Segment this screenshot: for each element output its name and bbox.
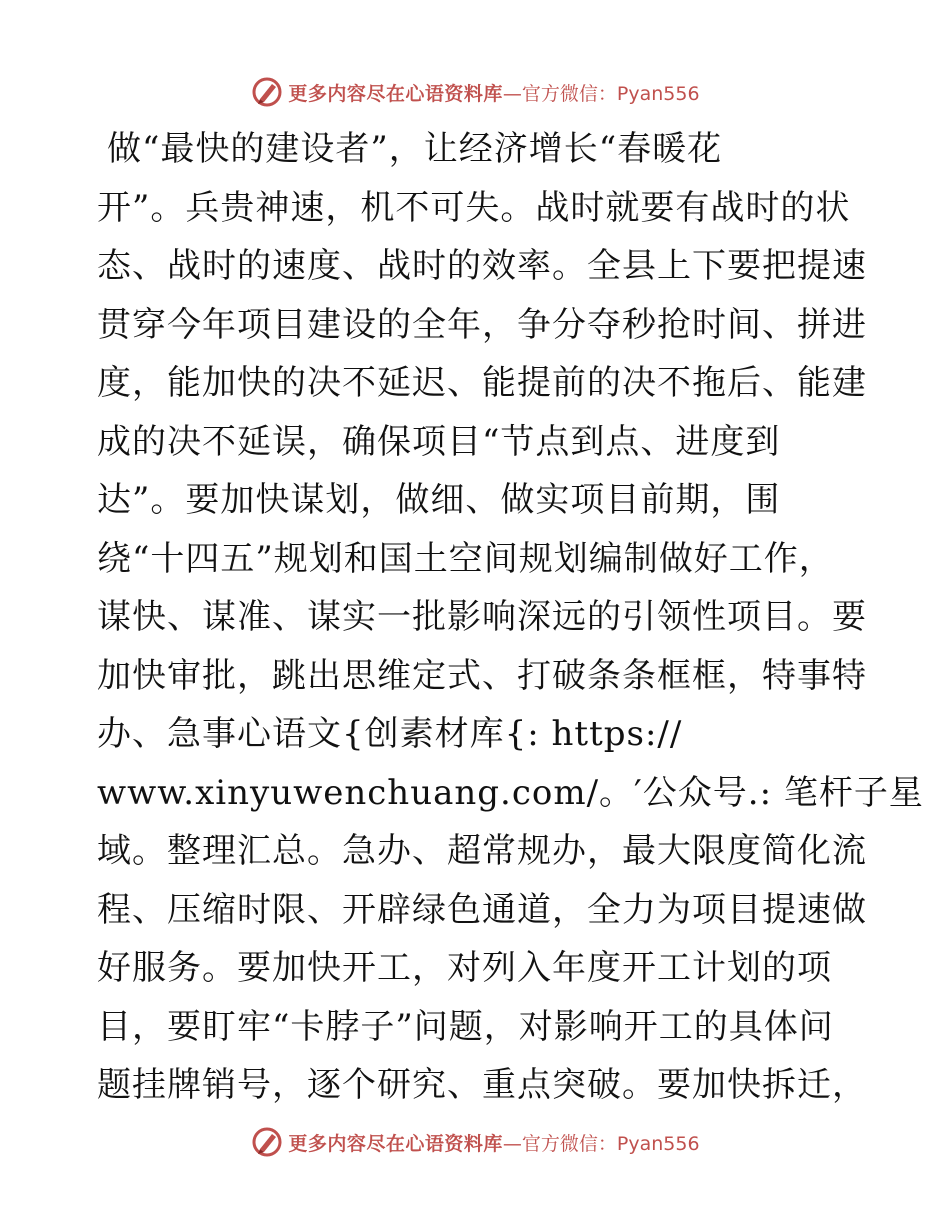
document-body: [97, 120, 924, 1115]
footer-banner: [0, 1122, 950, 1162]
body-line: 办、急事心语文{创素材库{: https://: [97, 714, 683, 754]
body-line: 度，能加快的决不延迟、能提前的决不拖后、能建: [97, 363, 867, 403]
body-line: 域。整理汇总。急办、超常规办，最大限度简化流: [97, 831, 867, 871]
pen-logo-icon: [250, 1125, 284, 1159]
body-line: www.xinyuwenchuang.com/。′公众号.: 笔杆子星: [97, 772, 924, 813]
header-contact-text: —官方微信：Pyan556: [502, 82, 700, 105]
pen-logo-icon: [250, 75, 284, 109]
body-line: 好服务。要加快开工，对列入年度开工计划的项: [97, 948, 832, 988]
body-line: 绕“十四五”规划和国土空间规划编制做好工作，: [97, 538, 834, 579]
body-line: 目，要盯牢“卡脖子”问题，对影响开工的具体问: [97, 1006, 834, 1047]
header-brand-text: 更多内容尽在心语资料库: [288, 82, 503, 105]
body-line: 态、战时的速度、战时的效率。全县上下要把提速: [97, 246, 867, 286]
body-line: 贯穿今年项目建设的全年，争分夺秒抢时间、拼进: [97, 304, 867, 345]
body-line: 成的决不延误，确保项目“节点到点、进度到: [97, 421, 781, 462]
body-line: 达”。要加快谋划，做细、做实项目前期，围: [97, 480, 781, 520]
body-line: 谋快、谋准、谋实一批影响深远的引领性项目。要: [97, 597, 867, 637]
body-line: 开”。兵贵神速，机不可失。战时就要有战时的状: [97, 187, 851, 228]
body-line: 加快审批，跳出思维定式、打破条条框框，特事特: [97, 655, 867, 696]
body-line: 做“最快的建设者”，让经济增长“春暖花: [107, 129, 723, 169]
body-line: 程、压缩时限、开辟绿色通道，全力为项目提速做: [97, 889, 867, 930]
body-line: 题挂牌销号，逐个研究、重点突破。要加快拆迁，: [97, 1065, 867, 1105]
footer-brand-text: 更多内容尽在心语资料库: [288, 1132, 503, 1155]
header-banner: [0, 72, 950, 112]
footer-contact-text: —官方微信：Pyan556: [502, 1132, 700, 1155]
